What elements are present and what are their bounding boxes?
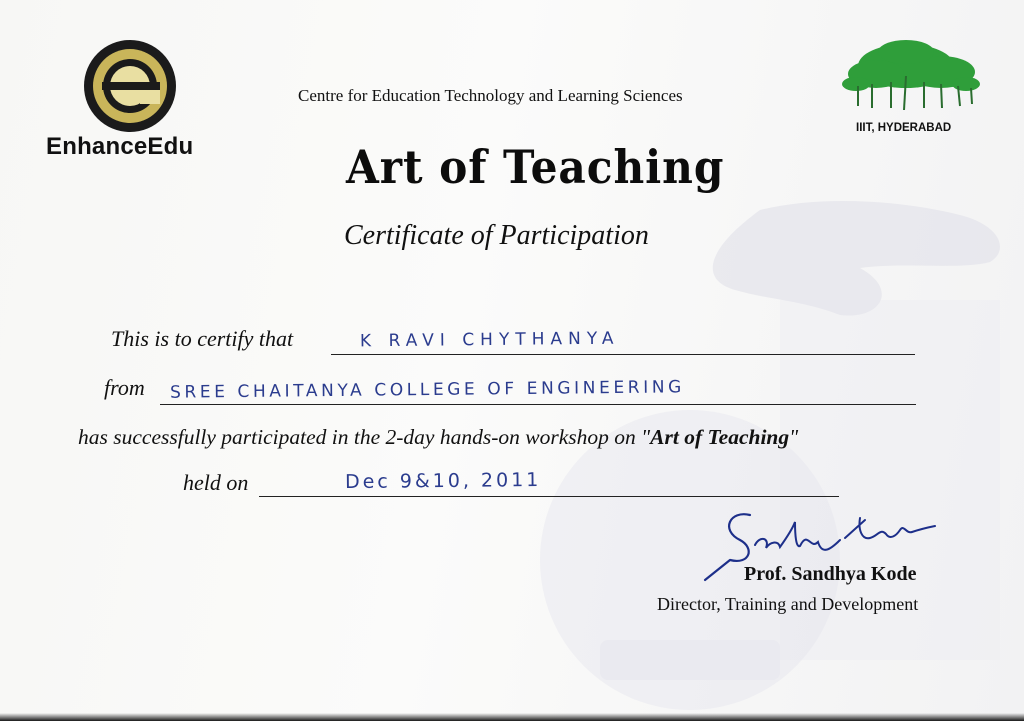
- enhanceedu-logo: [44, 38, 224, 168]
- signatory-name: Prof. Sandhya Kode: [744, 563, 917, 585]
- workshop-text-suffix: ": [789, 425, 799, 449]
- signatory-role: Director, Training and Development: [657, 594, 919, 614]
- institution-underline: [160, 404, 916, 405]
- participant-name: K RAVI CHYTHANYA: [359, 328, 620, 352]
- enhanceedu-logo-text: EnhanceEdu: [46, 133, 194, 160]
- centre-name: Centre for Education Technology and Learning Sciences: [298, 86, 683, 105]
- banyan-tree-icon: [836, 36, 986, 116]
- workshop-statement: [78, 425, 798, 450]
- held-on-label: held on: [183, 470, 249, 495]
- workshop-date: Dec 9&10, 2011: [344, 468, 542, 494]
- iiit-logo: [836, 36, 986, 146]
- certify-label: This is to certify that: [111, 326, 294, 351]
- workshop-name: Art of Teaching: [650, 425, 790, 449]
- date-underline: [259, 496, 839, 497]
- institution-name: SREE CHAITANYA COLLEGE OF ENGINEERING: [169, 377, 685, 403]
- iiit-logo-text: IIIT, HYDERABAD: [856, 122, 952, 134]
- from-label: from: [104, 375, 145, 400]
- certificate-title: Art of Teaching: [346, 140, 725, 194]
- workshop-text-prefix: has successfully participated in the 2-day hands-on workshop on ": [78, 425, 651, 449]
- enhanceedu-e-logo-icon: [82, 38, 178, 134]
- name-underline: [331, 354, 915, 355]
- signature-text: Sandhya Kode: [710, 588, 718, 589]
- bottom-edge: [0, 713, 1024, 721]
- certificate-subtitle: Certificate of Participation: [344, 220, 649, 251]
